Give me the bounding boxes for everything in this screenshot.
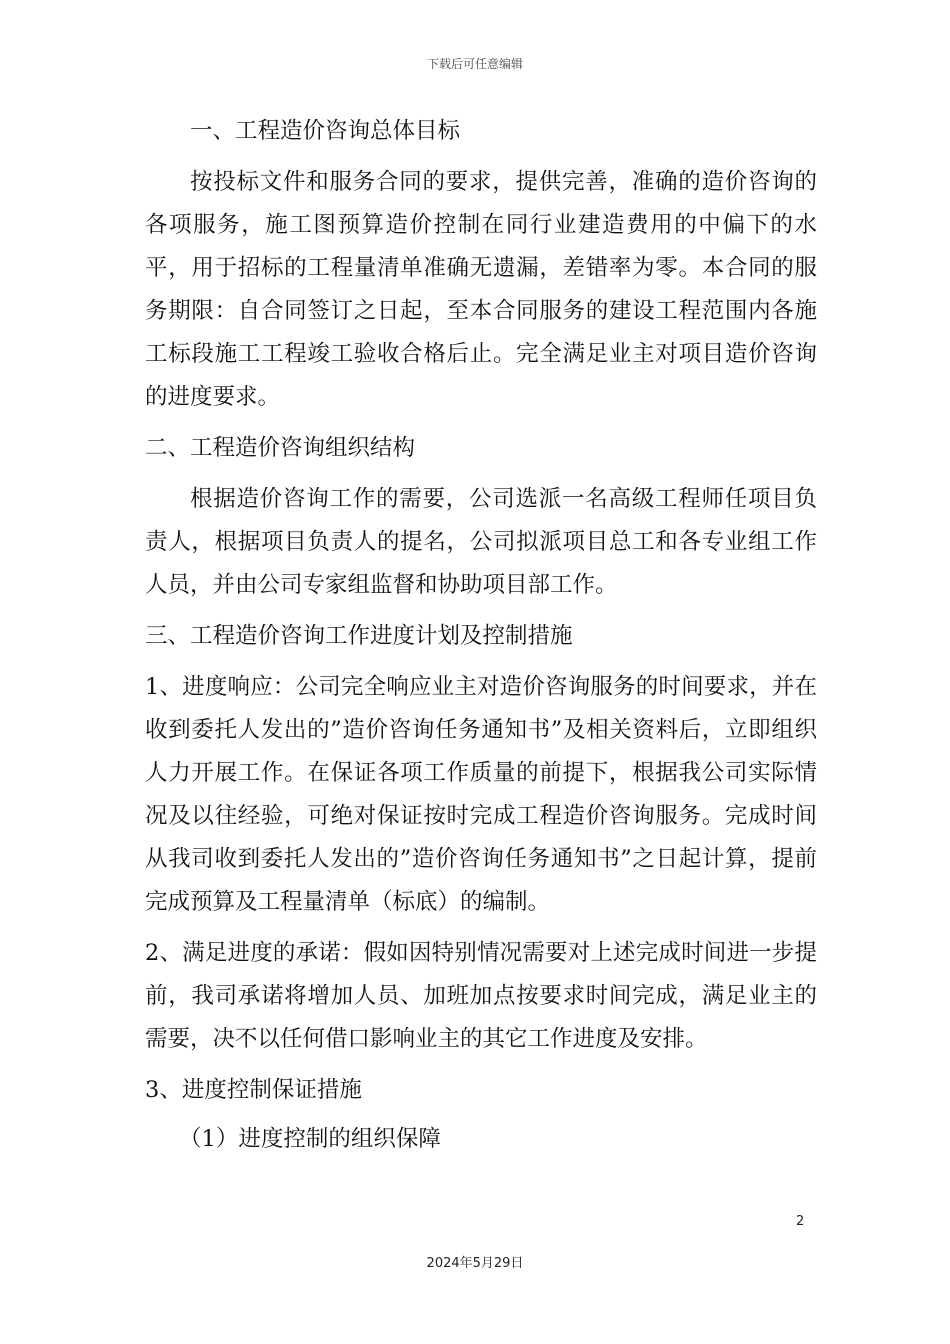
item-1-paragraph: 1、进度响应：公司完全响应业主对造价咨询服务的时间要求，并在收到委托人发出的”造价咨询任务通知书”及相关资料后，立即组织人力开展工作。在保证各项工作质量的前提下，根据我公司实际情况及以往经验，可绝对保证按时完成工程造价咨询服务。完成时间从我司收到委托人发出的”造价咨询任务通知书”之日起计算，提前完成预算及工程量清单（标底）的编制。 (145, 674, 817, 915)
page-number: 2 (796, 1214, 805, 1229)
section-1-heading: 一、工程造价咨询总体目标 (190, 118, 461, 144)
section-3-heading: 三、工程造价咨询工作进度计划及控制措施 (145, 623, 573, 649)
section-1-paragraph: 按投标文件和服务合同的要求，提供完善，准确的造价咨询的各项服务，施工图预算造价控制在同行业建造费用的中偏下的水平，用于招标的工程量清单准确无遗漏，差错率为零。本合同的服务期限：自合同签订之日起，至本合同服务的建设工程范围内各施工标段施工工程竣工验收合格后止。完全满足业主对项目造价咨询的进度要求。 (145, 169, 817, 410)
page-header: 下载后可任意编辑 (426, 57, 523, 71)
item-3-heading: 3、进度控制保证措施 (145, 1077, 362, 1103)
document-body (145, 110, 817, 1161)
section-2-heading: 二、工程造价咨询组织结构 (145, 435, 416, 461)
item-2-paragraph: 2、满足进度的承诺：假如因特别情况需要对上述完成时间进一步提前，我司承诺将增加人员、加班加点按要求时间完成，满足业主的需要，决不以任何借口影响业主的其它工作进度及安排。 (145, 940, 817, 1052)
section-2-paragraph: 根据造价咨询工作的需要，公司选派一名高级工程师任项目负责人，根据项目负责人的提名，公司拟派项目总工和各专业组工作人员，并由公司专家组监督和协助项目部工作。 (145, 486, 817, 598)
footer-date: 2024年5月29日 (426, 1256, 524, 1271)
item-3-subheading-1: （1）进度控制的组织保障 (179, 1126, 441, 1152)
